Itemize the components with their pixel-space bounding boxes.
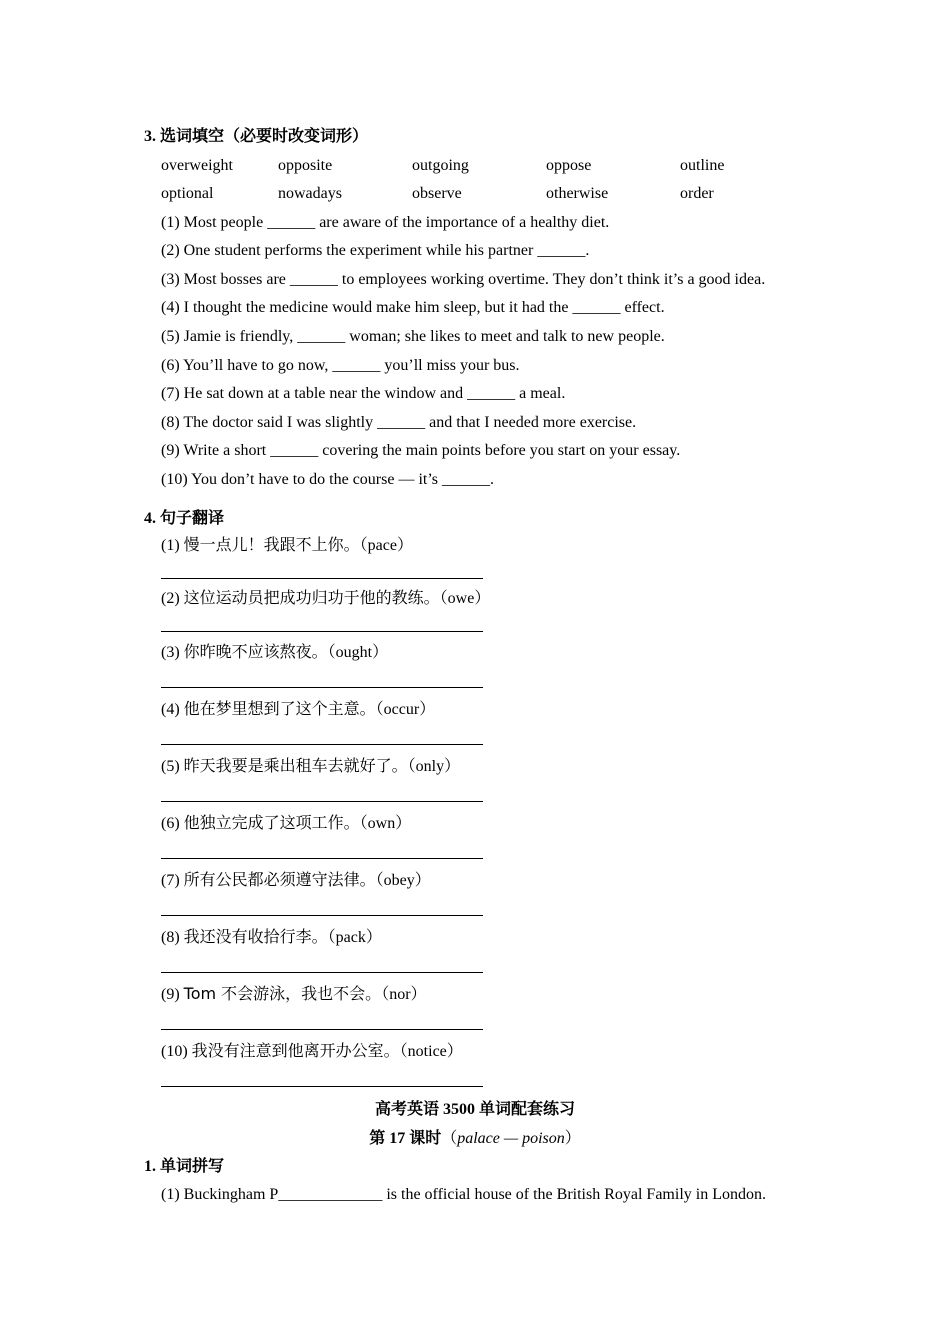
section4-title xyxy=(144,508,224,529)
item-hint: （nor） xyxy=(381,986,427,1003)
item-chinese: 我没有注意到他离开办公室。 xyxy=(191,1041,400,1060)
lesson-heading xyxy=(0,1099,950,1120)
item-chinese: 这位运动员把成功归功于他的教练。 xyxy=(183,588,440,607)
item-chinese: 我还没有收拾行李。 xyxy=(183,927,328,946)
translation-item xyxy=(161,927,382,948)
answer-line[interactable] xyxy=(161,744,483,745)
word-bank-item: outline xyxy=(680,157,725,174)
word-bank-item: outgoing xyxy=(412,157,469,174)
item-number: (4) xyxy=(161,701,180,718)
answer-line[interactable] xyxy=(161,915,483,916)
paren-close: ） xyxy=(564,1128,581,1147)
answer-line[interactable] xyxy=(161,801,483,802)
fill-sentence: (6) You’ll have to go now, ______ you’ll miss your bus. xyxy=(161,357,520,374)
item-chinese: 他在梦里想到了这个主意。 xyxy=(183,699,376,718)
answer-line[interactable] xyxy=(161,687,483,688)
translation-item xyxy=(161,642,388,663)
translation-item xyxy=(161,588,490,609)
heading-number: 3500 xyxy=(443,1101,475,1118)
translation-item xyxy=(161,756,460,777)
translation-item xyxy=(161,813,411,834)
item-hint: （owe） xyxy=(439,590,491,607)
spelling-sentence: (1) Buckingham P_____________ is the official house of the British Royal Family in London. xyxy=(161,1186,766,1203)
section1-title xyxy=(144,1156,224,1177)
item-hint: （own） xyxy=(359,815,412,832)
subheading-part: 课时 xyxy=(409,1128,442,1147)
translation-item xyxy=(161,870,431,891)
item-hint: （occur） xyxy=(375,701,436,718)
item-chinese: 他独立完成了这项工作。 xyxy=(183,813,360,832)
word-bank-item: order xyxy=(680,185,714,202)
word-bank-item: overweight xyxy=(161,157,233,174)
fill-sentence: (8) The doctor said I was slightly ______ and that I needed more exercise. xyxy=(161,414,637,431)
item-hint: （ought） xyxy=(327,644,389,661)
item-chinese: 慢一点儿！我跟不上你。 xyxy=(183,535,360,554)
item-number: (10) xyxy=(161,1043,188,1060)
word-bank-item: oppose xyxy=(546,157,592,174)
translation-item xyxy=(161,1041,463,1062)
lesson-number: 17 xyxy=(389,1130,406,1147)
item-number: (2) xyxy=(161,590,180,607)
section3-number: 3. xyxy=(144,128,156,145)
answer-line[interactable] xyxy=(161,972,483,973)
fill-sentence: (9) Write a short ______ covering the main points before you start on your essay. xyxy=(161,442,681,459)
section1-heading: 单词拼写 xyxy=(160,1156,225,1175)
word-bank-item: nowadays xyxy=(278,185,342,202)
word-bank-item: optional xyxy=(161,185,214,202)
answer-line[interactable] xyxy=(161,858,483,859)
item-chinese: Tom 不会游泳，我也不会。 xyxy=(183,984,382,1003)
item-number: (7) xyxy=(161,872,180,889)
fill-sentence: (7) He sat down at a table near the window and ______ a meal. xyxy=(161,385,566,402)
section4-heading: 句子翻译 xyxy=(160,508,225,527)
section3-title xyxy=(144,126,368,147)
section4-number: 4. xyxy=(144,510,156,527)
item-number: (1) xyxy=(161,537,180,554)
answer-line[interactable] xyxy=(161,631,483,632)
translation-item xyxy=(161,535,413,556)
paren-open: （ xyxy=(441,1128,458,1147)
subheading-part: 第 xyxy=(369,1128,386,1147)
fill-sentence: (10) You don’t have to do the course — it’s ______. xyxy=(161,471,495,488)
item-hint: （pack） xyxy=(327,929,382,946)
item-hint: （notice） xyxy=(399,1043,463,1060)
item-hint: （only） xyxy=(407,758,461,775)
answer-line[interactable] xyxy=(161,1086,483,1087)
item-chinese: 你昨晚不应该熬夜。 xyxy=(183,642,328,661)
fill-sentence: (3) Most bosses are ______ to employees working overtime. They don’t think it’s a good idea. xyxy=(161,271,766,288)
fill-sentence: (4) I thought the medicine would make him sleep, but it had the ______ effect. xyxy=(161,299,665,316)
lesson-subheading xyxy=(0,1128,950,1149)
item-number: (6) xyxy=(161,815,180,832)
fill-sentence: (5) Jamie is friendly, ______ woman; she likes to meet and talk to new people. xyxy=(161,328,665,345)
fill-sentence: (2) One student performs the experiment while his partner ______. xyxy=(161,242,590,259)
item-hint: （pace） xyxy=(359,537,413,554)
word-bank-item: observe xyxy=(412,185,462,202)
word-range: palace — poison xyxy=(457,1130,565,1147)
translation-item xyxy=(161,984,427,1005)
item-number: (3) xyxy=(161,644,180,661)
section3-heading: 选词填空（必要时改变词形） xyxy=(160,126,369,145)
answer-line[interactable] xyxy=(161,1029,483,1030)
translation-item xyxy=(161,699,435,720)
word-bank-item: opposite xyxy=(278,157,333,174)
item-number: (8) xyxy=(161,929,180,946)
item-chinese: 所有公民都必须遵守法律。 xyxy=(183,870,376,889)
heading-part: 单词配套练习 xyxy=(479,1099,576,1118)
item-chinese: 昨天我要是乘出租车去就好了。 xyxy=(183,756,408,775)
word-bank-item: otherwise xyxy=(546,185,609,202)
answer-line[interactable] xyxy=(161,578,483,579)
fill-sentence: (1) Most people ______ are aware of the importance of a healthy diet. xyxy=(161,214,610,231)
item-number: (5) xyxy=(161,758,180,775)
item-number: (9) xyxy=(161,986,180,1003)
item-hint: （obey） xyxy=(375,872,431,889)
heading-part: 高考英语 xyxy=(374,1099,439,1118)
section1-number: 1. xyxy=(144,1158,156,1175)
